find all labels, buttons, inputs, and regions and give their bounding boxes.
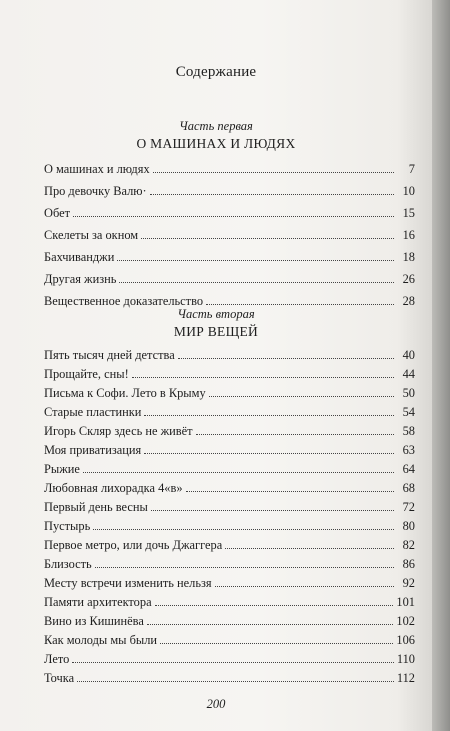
entry-page: 82 [402, 538, 415, 552]
entry-title: Памяти архитектора [44, 595, 152, 609]
toc-entry[interactable] [44, 346, 415, 364]
dot-leader [186, 479, 394, 492]
entry-page: 26 [402, 272, 415, 286]
entry-page: 16 [402, 228, 415, 242]
toc-entry[interactable] [44, 226, 415, 244]
entry-title: Игорь Скляр здесь не живёт [44, 424, 193, 438]
toc-entry[interactable] [44, 612, 415, 630]
dot-leader [132, 365, 394, 378]
entry-page: 101 [396, 595, 415, 609]
entry-page: 68 [402, 481, 415, 495]
toc-entry[interactable] [44, 479, 415, 497]
entry-title: Другая жизнь [44, 272, 117, 286]
entry-title: Старые пластинки [44, 405, 142, 419]
entry-page: 86 [402, 557, 415, 571]
entry-page: 72 [402, 500, 415, 514]
dot-leader [206, 292, 394, 305]
toc-entry[interactable] [44, 441, 415, 459]
dot-leader [215, 574, 394, 587]
dot-leader [144, 403, 394, 416]
toc-entry[interactable] [44, 182, 415, 200]
dot-leader [225, 536, 394, 549]
dot-leader [151, 498, 394, 511]
dot-leader [95, 555, 394, 568]
entry-page: 40 [402, 348, 415, 362]
dot-leader [119, 270, 394, 283]
dot-leader [155, 593, 394, 606]
entry-page: 54 [402, 405, 415, 419]
entry-title: Близость [44, 557, 92, 571]
entry-title: О машинах и людях [44, 162, 150, 176]
entry-page: 80 [402, 519, 415, 533]
entry-page: 106 [396, 633, 415, 647]
dot-leader [144, 441, 394, 454]
entry-page: 28 [402, 294, 415, 308]
page-edge-shadow [432, 0, 450, 731]
entry-page: 18 [402, 250, 415, 264]
entry-title: Бахчиванджи [44, 250, 115, 264]
entry-title: Месту встречи изменить нельзя [44, 576, 212, 590]
toc-entry[interactable] [44, 498, 415, 516]
entry-title: Скелеты за окном [44, 228, 139, 242]
dot-leader [147, 612, 394, 625]
entry-title: Пять тысяч дней детства [44, 348, 175, 362]
entry-title: Рыжие [44, 462, 80, 476]
entry-page: 10 [402, 184, 415, 198]
entry-title: Письма к Софи. Лето в Крыму [44, 386, 206, 400]
dot-leader [150, 182, 394, 195]
toc-entry[interactable] [44, 460, 415, 478]
entry-title: Первый день весны [44, 500, 148, 514]
dot-leader [209, 384, 394, 397]
toc-entry[interactable] [44, 631, 415, 649]
entry-page: 92 [402, 576, 415, 590]
toc-entry[interactable] [44, 365, 415, 383]
entry-page: 112 [396, 671, 415, 685]
entry-page: 58 [402, 424, 415, 438]
part-1-title: О МАШИНАХ И ЛЮДЯХ [136, 136, 296, 151]
toc-entry[interactable] [44, 555, 415, 573]
toc-entry[interactable] [44, 650, 415, 668]
dot-leader [160, 631, 393, 644]
toc-entry[interactable] [44, 669, 415, 687]
entry-title: Точка [44, 671, 75, 685]
entry-title: Как молоды мы были [44, 633, 158, 647]
toc-entry[interactable] [44, 248, 415, 266]
entry-title: Любовная лихорадка 4«в» [44, 481, 183, 495]
entry-title: Про девочку Валю· [44, 184, 147, 198]
entry-page: 50 [402, 386, 415, 400]
entry-title: Первое метро, или дочь Джаггера [44, 538, 223, 552]
contents-title: Содержание [175, 64, 257, 80]
dot-leader [196, 422, 394, 435]
dot-leader [153, 160, 394, 173]
toc-entry[interactable] [44, 574, 415, 592]
toc-entry[interactable] [44, 384, 415, 402]
dot-leader [141, 226, 394, 239]
dot-leader [73, 204, 394, 217]
entry-title: Моя приватизация [44, 443, 142, 457]
entry-page: 15 [402, 206, 415, 220]
toc-entry[interactable] [44, 422, 415, 440]
entry-title: Пустырь [44, 519, 91, 533]
entry-page: 44 [402, 367, 415, 381]
entry-page: 63 [402, 443, 415, 457]
dot-leader [93, 517, 394, 530]
entry-page: 64 [402, 462, 415, 476]
toc-entry[interactable] [44, 204, 415, 222]
entry-title: Обет [44, 206, 71, 220]
part-2-label: Часть вторая [177, 307, 255, 321]
entry-title: Вещественное доказательство [44, 294, 204, 308]
dot-leader [117, 248, 394, 261]
entry-page: 110 [396, 652, 415, 666]
part-2-title: МИР ВЕЩЕЙ [173, 324, 259, 339]
entry-title: Вино из Кишинёва [44, 614, 144, 628]
toc-entry[interactable] [44, 536, 415, 554]
entry-title: Прощайте, сны! [44, 367, 129, 381]
toc-entry[interactable] [44, 270, 415, 288]
dot-leader [72, 650, 394, 663]
entry-page: 7 [408, 162, 415, 176]
toc-entry[interactable] [44, 593, 415, 611]
entry-title: Лето [44, 652, 70, 666]
dot-leader [83, 460, 394, 473]
entry-page: 102 [396, 614, 415, 628]
toc-entry[interactable] [44, 517, 415, 535]
dot-leader [178, 346, 394, 359]
dot-leader [77, 669, 394, 682]
page-number: 200 [206, 697, 226, 711]
toc-entry[interactable] [44, 160, 415, 178]
toc-entry[interactable] [44, 403, 415, 421]
part-1-label: Часть первая [179, 119, 253, 133]
